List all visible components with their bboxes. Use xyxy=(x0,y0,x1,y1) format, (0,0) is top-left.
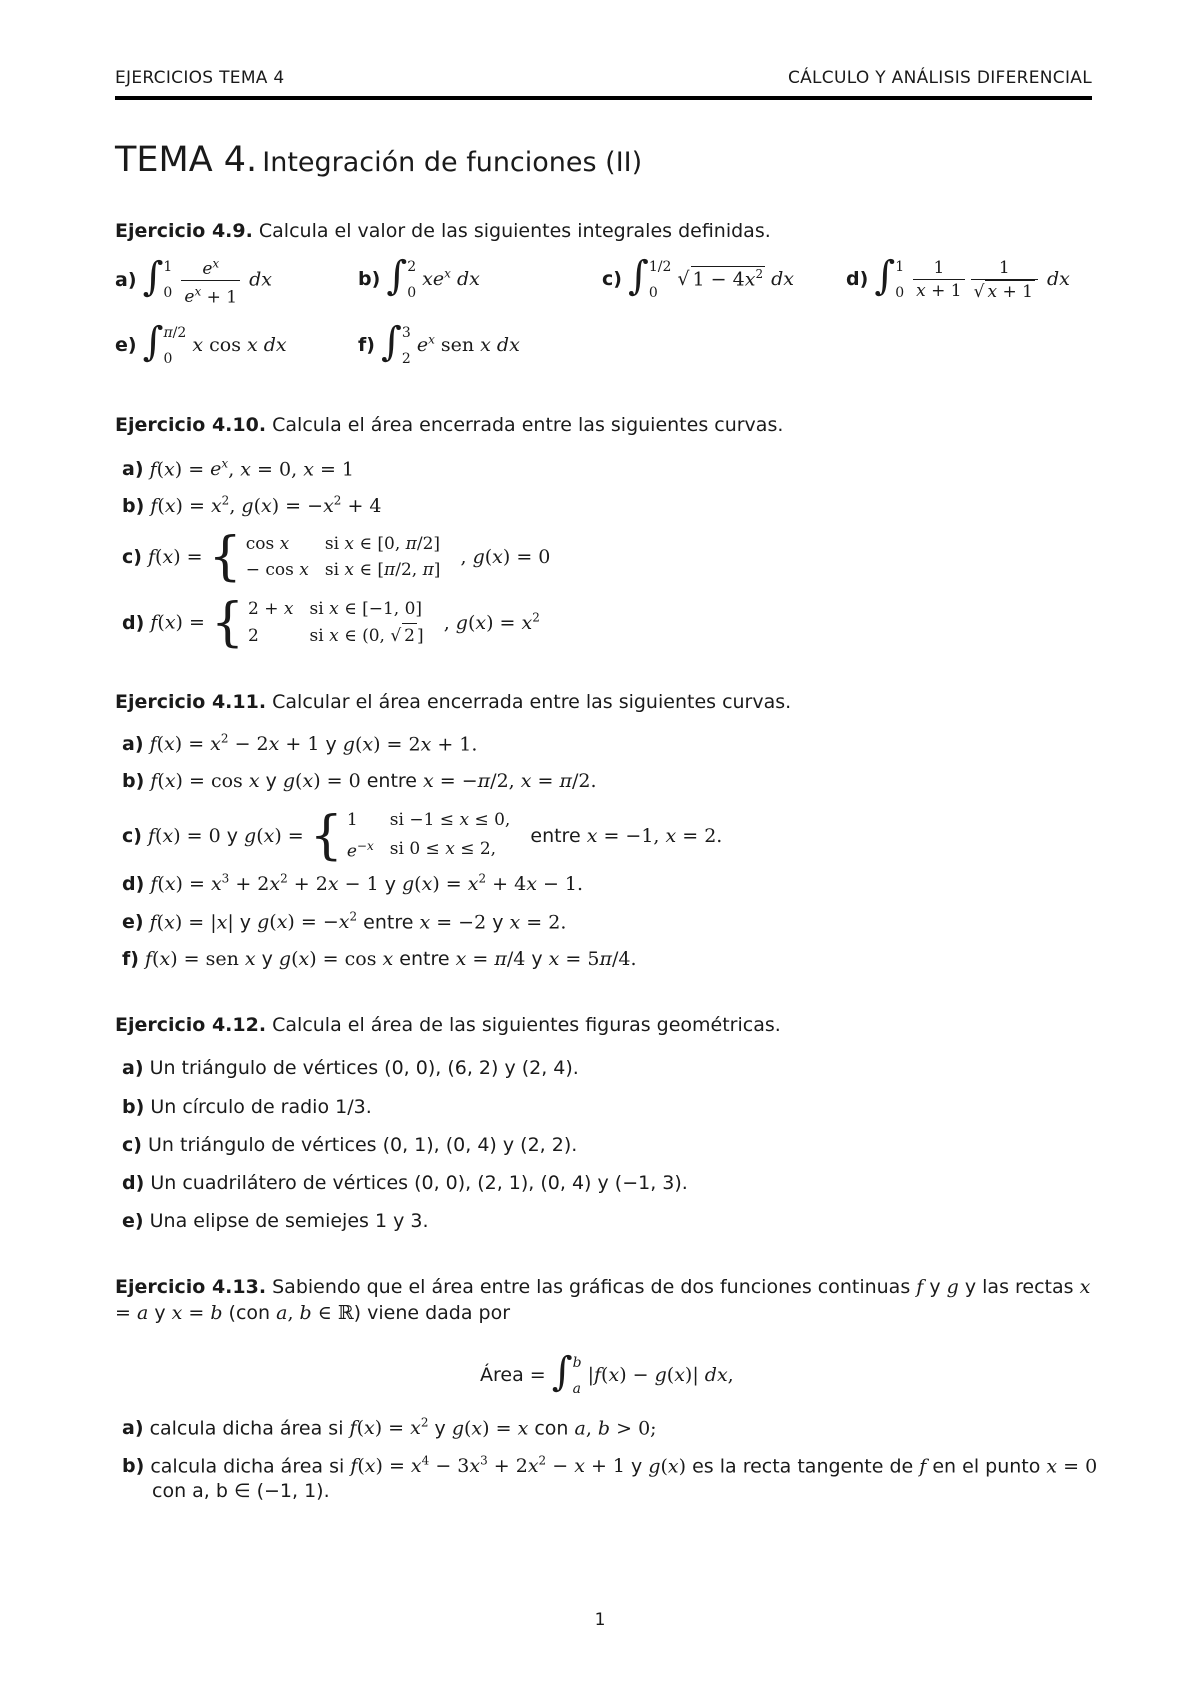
exercise-label: Ejercicio 4.9. xyxy=(115,220,253,242)
exercise-text: Calcula el área encerrada entre las siguientes curvas. xyxy=(272,414,784,436)
ex410-item-b: b) $f(x) = x^2$, $g(x) = -x^2 + 4$ xyxy=(122,494,382,518)
exercise-label: Ejercicio 4.11. xyxy=(115,691,267,713)
exercise-4-9-statement xyxy=(115,218,1095,244)
integral-e: e) ∫ π/2 0 x cos x dx xyxy=(115,319,287,367)
ex411-item-d: d) $f(x) = x^3 + 2x^2 + 2x - 1$ y $g(x) = x^2 + 4x - 1$. xyxy=(122,872,584,896)
exercise-label: Ejercicio 4.10. xyxy=(115,414,267,436)
ex410-item-a: a) $f(x) = e^x$, x = 0, x = 1 xyxy=(122,457,354,481)
title-number: TEMA 4. xyxy=(115,140,258,180)
ex411-item-f: f) f(x) = sen x y g(x) = cos x entre x = π/4 y x = 5π/4. xyxy=(122,948,637,970)
exercise-label: Ejercicio 4.13. xyxy=(115,1276,267,1298)
exercise-4-12-statement xyxy=(115,1012,1095,1038)
ex411-item-e: e) f(x) = |x| y $g(x) = -x^2$ entre x = −2 y x = 2. xyxy=(122,910,567,934)
ex413-item-b: b) calcula dicha área si $f(x) = x^4 - 3x^3 + 2x^2 - x + 1$ y g(x) es la recta tangente de f en el punto x = 0 xyxy=(122,1454,1098,1478)
integral-b: b) ∫ 2 0 $xe^x$ dx xyxy=(358,253,480,301)
page-number: 1 xyxy=(594,1610,606,1630)
exercise-4-11-statement xyxy=(115,689,1095,715)
ex412-item-b: b) Un círculo de radio 1/3. xyxy=(122,1096,372,1118)
ex412-item-e: e) Una elipse de semiejes 1 y 3. xyxy=(122,1210,429,1232)
ex412-item-c: c) Un triángulo de vértices (0, 1), (0, 4) y (2, 2). xyxy=(122,1134,578,1156)
header-left: EJERCICIOS TEMA 4 xyxy=(115,68,285,88)
area-formula: Área = ∫ b a |f(x) − g(x)| dx, xyxy=(480,1349,734,1397)
integral-a: a) ∫ 1 0 $\frac{e^x}{e^x + 1}$ dx xyxy=(115,253,273,308)
integral-f: f) ∫ 3 2 $e^x$ sen x dx xyxy=(358,319,520,367)
title-text: Integración de funciones (II) xyxy=(262,147,643,178)
exercise-4-10-statement xyxy=(115,412,1095,438)
exercise-text: Calcular el área encerrada entre las siguientes curvas. xyxy=(272,691,792,713)
ex412-item-a: a) Un triángulo de vértices (0, 0), (6, 2) y (2, 4). xyxy=(122,1057,579,1079)
ex411-item-b: b) f(x) = cos x y g(x) = 0 entre x = −π/2, x = π/2. xyxy=(122,770,597,792)
ex411-item-a: a) $f(x) = x^2 - 2x + 1$ y g(x) = 2x + 1. xyxy=(122,732,478,756)
ex413-item-a: a) calcula dicha área si $f(x) = x^2$ y g(x) = x con a, b > 0; xyxy=(122,1416,657,1440)
ex413-item-b-continued: con a, b ∈ (−1, 1). xyxy=(152,1480,330,1502)
integral-c: c) ∫ 1/2 0 √ $1 - 4x^2$ dx xyxy=(602,253,795,301)
exercise-text: Calcula el área de las siguientes figuras geométricas. xyxy=(272,1014,781,1036)
ex412-item-d: d) Un cuadrilátero de vértices (0, 0), (2, 1), (0, 4) y (−1, 3). xyxy=(122,1172,688,1194)
header-right: CÁLCULO Y ANÁLISIS DIFERENCIAL xyxy=(787,68,1092,88)
exercise-4-13-statement: Ejercicio 4.13. Sabiendo que el área entre las gráficas de dos funciones continuas f y g y las rectas x = a y x = b (con a, b ∈ ℝ) viene dada por xyxy=(115,1276,1091,1324)
ex411-item-c: c) f(x) = 0 y g(x) = { 1 si −1 ≤ x ≤ 0, $e^{-x}$ si 0 ≤ x ≤ 2, entre x = −1, x = 2. xyxy=(122,805,723,866)
exercise-text: Calcula el valor de las siguientes integrales definidas. xyxy=(258,220,771,242)
ex410-item-c: c) f(x) = { cos x si x ∈ [0, π/2] − cos x si x ∈ [π/2, π] , g(x) = 0 xyxy=(122,527,551,587)
integral-d: d) ∫ 1 0 $\frac{1}{x + 1}$ $\frac{1}{√ x + 1}$ dx xyxy=(846,253,1070,302)
page-title xyxy=(115,140,642,180)
running-header xyxy=(115,68,1092,100)
ex410-item-d: d) f(x) = { 2 + x si x ∈ [−1, 0] 2 si x ∈ (0, √ 2 ] , $g(x) = x^2$ xyxy=(122,592,540,653)
exercise-label: Ejercicio 4.12. xyxy=(115,1014,267,1036)
